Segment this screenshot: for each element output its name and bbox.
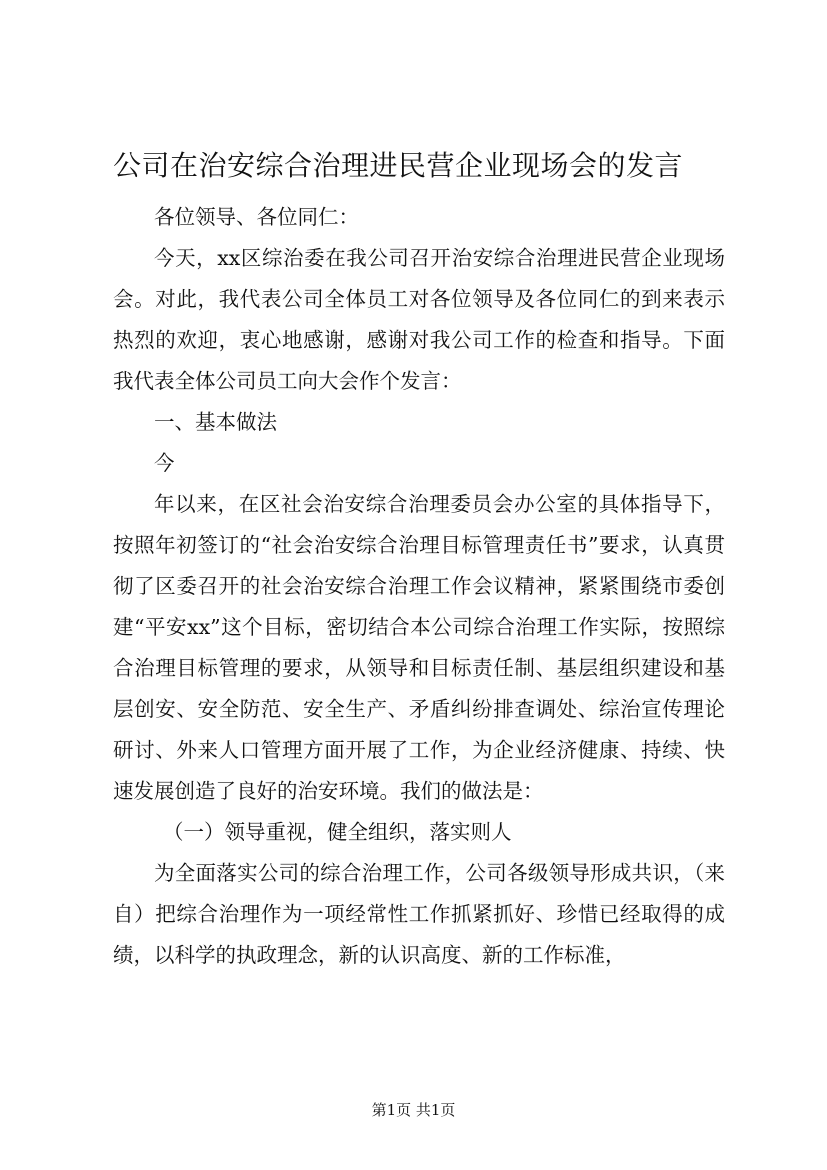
document-title: 公司在治安综合治理进民营企业现场会的发言 bbox=[113, 149, 684, 182]
subsection-heading: （一）领导重视，健全组织，落实则人 bbox=[163, 820, 512, 844]
fragment-paragraph: 今 bbox=[154, 451, 175, 475]
section-heading: 一、基本做法 bbox=[154, 410, 277, 434]
page-footer: 第1页 共1页 bbox=[371, 1101, 456, 1119]
practice-paragraph: 年以来，在区社会治安综合治理委员会办公室的具体指导下，按照年初签订的“社会治安综合治理目标管理责任书”要求，认真贯彻了区委召开的社会治安综合治理工作会议精神，紧紧围绕市委创建“平安xx”这个目标，密切结合本公司综合治理工作实际，按照综合治理目标管理的要求，从领导和目标责任制、基层组织建设和基层创安、安全防范、安全生产、矛盾纠纷排查调处、综治宣传理论研讨、外来人口管理方面开展了工作，为企业经济健康、持续、快速发展创造了良好的治安环境。我们的做法是： bbox=[113, 492, 725, 803]
intro-paragraph: 今天，xx区综治委在我公司召开治安综合治理进民营企业现场会。对此，我代表公司全体员工对各位领导及各位同仁的到来表示热烈的欢迎，衷心地感谢，感谢对我公司工作的检查和指导。下面我代表全体公司员工向大会作个发言： bbox=[113, 246, 725, 393]
salutation-paragraph: 各位领导、各位同仁： bbox=[154, 205, 359, 229]
leadership-paragraph: 为全面落实公司的综合治理工作，公司各级领导形成共识，（来自）把综合治理作为一项经常性工作抓紧抓好、珍惜已经取得的成绩，以科学的执政理念，新的认识高度、新的工作标准， bbox=[113, 861, 725, 967]
document-body bbox=[113, 197, 725, 976]
